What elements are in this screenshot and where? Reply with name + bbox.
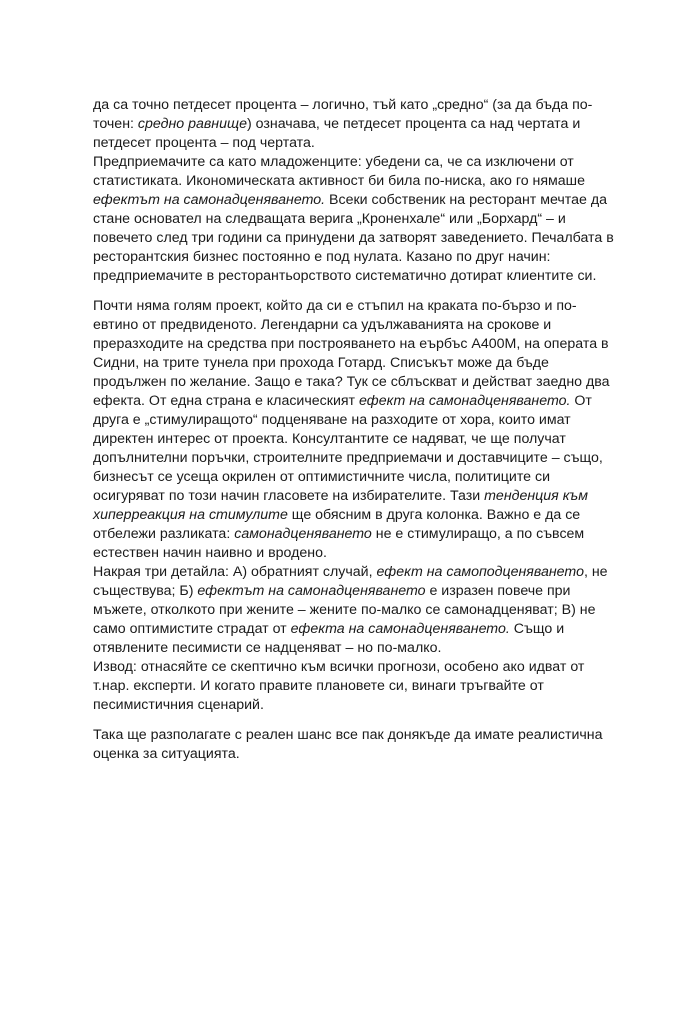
emphasized-text: средно равнище — [137, 116, 247, 132]
body-text: Предприемачите са като младоженците: убедени са, че са изключени от статистиката. Икономическата активност би била по-ниска, ако го нямаше — [93, 154, 585, 189]
emphasized-text: ефектът на самонадценяването — [197, 583, 426, 599]
emphasized-text: тенденция към хиперреакция на стимулите — [93, 488, 588, 523]
body-text: Почти няма голям проект, който да си е стъпил на краката по-бързо и по-евтино от предвиденото. Легендарни са удължаванията на срокове и преразходите на средства при построяването на еърбъс А400М, на операта в Сидни, на трите тунела при прохода Готард. Списъкът може да бъде продължен по желание. Защо е така? Тук се сблъскват и действат заедно два ефекта. От една страна е класическият — [93, 298, 610, 409]
body-text: е изразен повече при мъжете, отколкото при жените – жените по-малко се самонадценяват; В) не само оптимистите страдат от — [93, 583, 596, 637]
paragraph — [93, 96, 618, 153]
body-text: да са точно петдесет процента – логично, тъй като „средно“ (за да бъда по-точен: — [93, 97, 593, 132]
body-text: Също и отявлените песимисти се надценяват – но по-малко. — [93, 621, 565, 656]
emphasized-text: самонадценяването — [234, 526, 372, 542]
emphasized-text: ефект на самоподценяването — [376, 564, 584, 580]
paragraph — [93, 563, 618, 658]
body-text: ) означава, че петдесет процента са над чертата и петдесет процента – под чертата. — [93, 116, 581, 151]
emphasized-text: ефектът на самонадценяването. — [93, 192, 326, 208]
emphasized-text: ефекта на самонадценяването. — [290, 621, 510, 637]
body-text: От друга е „стимулиращото“ подценяване на разходите от хора, които имат директен интерес от проекта. Консултантите се надяват, че ще получат допълнителни поръчки, строителните предприемачи и доставчиците – също, бизнесът се усеща окрилен от оптимистичните числа, политиците си осигуряват по този начин гласовете на избирателите. Тази — [93, 393, 603, 504]
body-text: ще обясним в друга колонка. Важно е да се отбележи разликата: — [93, 507, 581, 542]
document-body — [93, 96, 618, 764]
body-text: Накрая три детайла: А) обратният случай, — [93, 564, 377, 580]
paragraph — [93, 726, 618, 764]
paragraph — [93, 153, 618, 286]
body-text: Така ще разполагате с реален шанс все пак донякъде да имате реалистична оценка за ситуацията. — [93, 727, 603, 762]
paragraph — [93, 297, 618, 563]
body-text: Всеки собственик на ресторант мечтае да стане основател на следващата верига „Кроненхале“ или „Борхард“ – и повечето след три години са принудени да затворят заведението. Печалбата в ресторантския бизнес постоянно е под нулата. Казано по друг начин: предприемачите в ресторантьорството систематично дотират клиентите си. — [93, 192, 614, 284]
body-text: Извод: отнасяйте се скептично към всички прогнози, особено ако идват от т.нар. експерти. И когато правите плановете си, винаги тръгвайте от песимистичния сценарий. — [93, 659, 585, 713]
body-text: не е стимулиращо, а по съвсем естествен начин наивно и вродено. — [93, 526, 585, 561]
emphasized-text: ефект на самонадценяването. — [359, 393, 571, 409]
paragraph — [93, 658, 618, 715]
body-text: , не съществува; Б) — [93, 564, 608, 599]
